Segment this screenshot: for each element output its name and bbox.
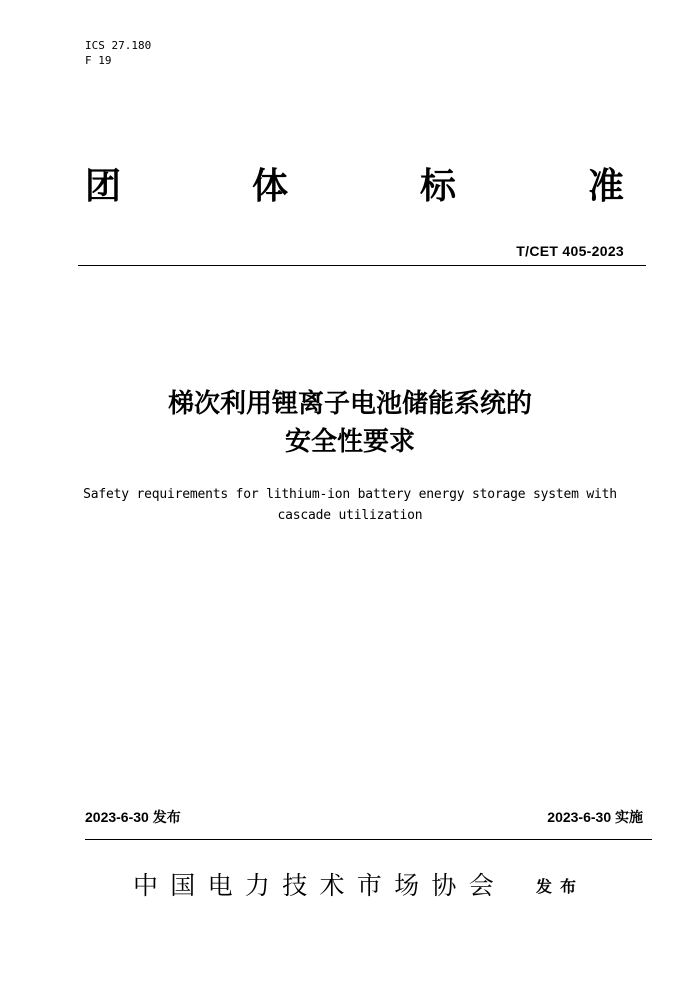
ccs-code: F 19 [85, 54, 112, 67]
footer-divider [85, 839, 652, 840]
doc-type-char-3: 标 [420, 166, 457, 207]
standard-number: T/CET 405-2023 [516, 243, 624, 259]
title-cn-line-1: 梯次利用锂离子电池储能系统的 [167, 389, 532, 419]
doc-type-char-2: 体 [252, 166, 289, 207]
doc-type-char-1: 团 [85, 166, 122, 207]
header-divider [78, 265, 646, 266]
title-en-line-1: Safety requirements for lithium-ion battery energy storage system with [83, 487, 617, 502]
publisher-name: 中国电力技术市场协会 [133, 871, 507, 900]
doc-type-char-4: 准 [588, 166, 625, 207]
title-cn-line-2: 安全性要求 [284, 427, 415, 457]
publish-date: 2023-6-30 发布 [85, 809, 181, 825]
publisher-label: 发布 [536, 877, 585, 896]
title-en-line-2: cascade utilization [277, 508, 423, 523]
ics-code: ICS 27.180 [85, 39, 152, 52]
implement-date: 2023-6-30 实施 [547, 809, 643, 825]
